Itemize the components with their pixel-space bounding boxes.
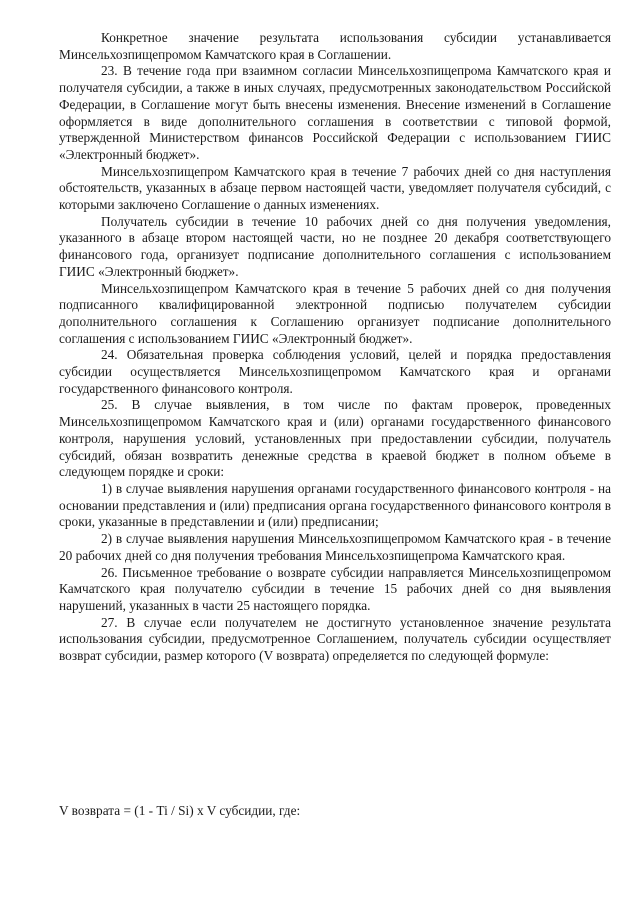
paragraph-27: 27. В случае если получателем не достигнуто установленное значение результата использования субсидии, предусмотренное Соглашением, получатель субсидии осуществляет возврат субсидии, размер которого (V возврата) определяется по следующей формуле: [59,614,611,664]
paragraph-23-recipient: Получатель субсидии в течение 10 рабочих дней со дня получения уведомления, указанного в абзаце втором настоящей части, но не позднее 20 декабря соответствующего финансового года, организует подписание дополнительного соглашения с использованием ГИИС «Электронный бюджет». [59,213,611,279]
document-body [59,30,611,665]
paragraph-23: 23. В течение года при взаимном согласии Минсельхозпищепрома Камчатского края и получателя субсидии, а также в иных случаях, предусмотренных законодательством Российской Федерации, в Соглашение могут быть внесены изменения. Внесение изменений в Соглашение оформляется в виде дополнительного соглашения в соответствии с типовой формой, утвержденной Министерством финансов Российской Федерации с использованием ГИИС «Электронный бюджет». [59,63,611,162]
paragraph-25-item-1: 1) в случае выявления нарушения органами государственного финансового контроля - на основании представления и (или) предписания органа государственного финансового контроля в сроки, указанные в представлении и (или) предписании; [59,480,611,530]
paragraph-23-signing: Минсельхозпищепром Камчатского края в течение 5 рабочих дней со дня получения подписанного квалифицированной электронной подписью получателем субсидии дополнительного соглашения к Соглашению организует подписание дополнительного соглашения с использованием ГИИС «Электронный бюджет». [59,280,611,346]
paragraph-24: 24. Обязательная проверка соблюдения условий, целей и порядка предоставления субсидии осуществляется Минсельхозпищепромом Камчатского края и органами государственного финансового контроля. [59,347,611,396]
paragraph-23-notice: Минсельхозпищепром Камчатского края в течение 7 рабочих дней со дня наступления обстоятельств, указанных в абзаце первом настоящей части, уведомляет получателя субсидий, с которыми заключено Соглашение о данных изменениях. [59,163,611,213]
refund-formula: V возврата = (1 - Ti / Si) x V субсидии, где: [59,803,301,818]
paragraph-result-value: Конкретное значение результата использования субсидии устанавливается Минсельхозпищепромом Камчатского края в Соглашении. [59,30,611,62]
paragraph-25-item-2: 2) в случае выявления нарушения Минсельхозпищепромом Камчатского края - в течение 20 рабочих дней со дня получения требования Минсельхозпищепрома Камчатского края. [59,531,611,563]
paragraph-26: 26. Письменное требование о возврате субсидии направляется Минсельхозпищепромом Камчатского края получателю субсидии в течение 15 рабочих дней со дня выявления нарушений, указанных в части 25 настоящего порядка. [59,564,611,613]
paragraph-25: 25. В случае выявления, в том числе по фактам проверок, проведенных Минсельхозпищепромом Камчатского края и (или) органами государственного финансового контроля, нарушения условий, установленных при предоставлении субсидии, получатель субсидий, обязан возвратить денежные средства в краевой бюджет в полном объеме в следующем порядке и сроки: [59,397,611,480]
